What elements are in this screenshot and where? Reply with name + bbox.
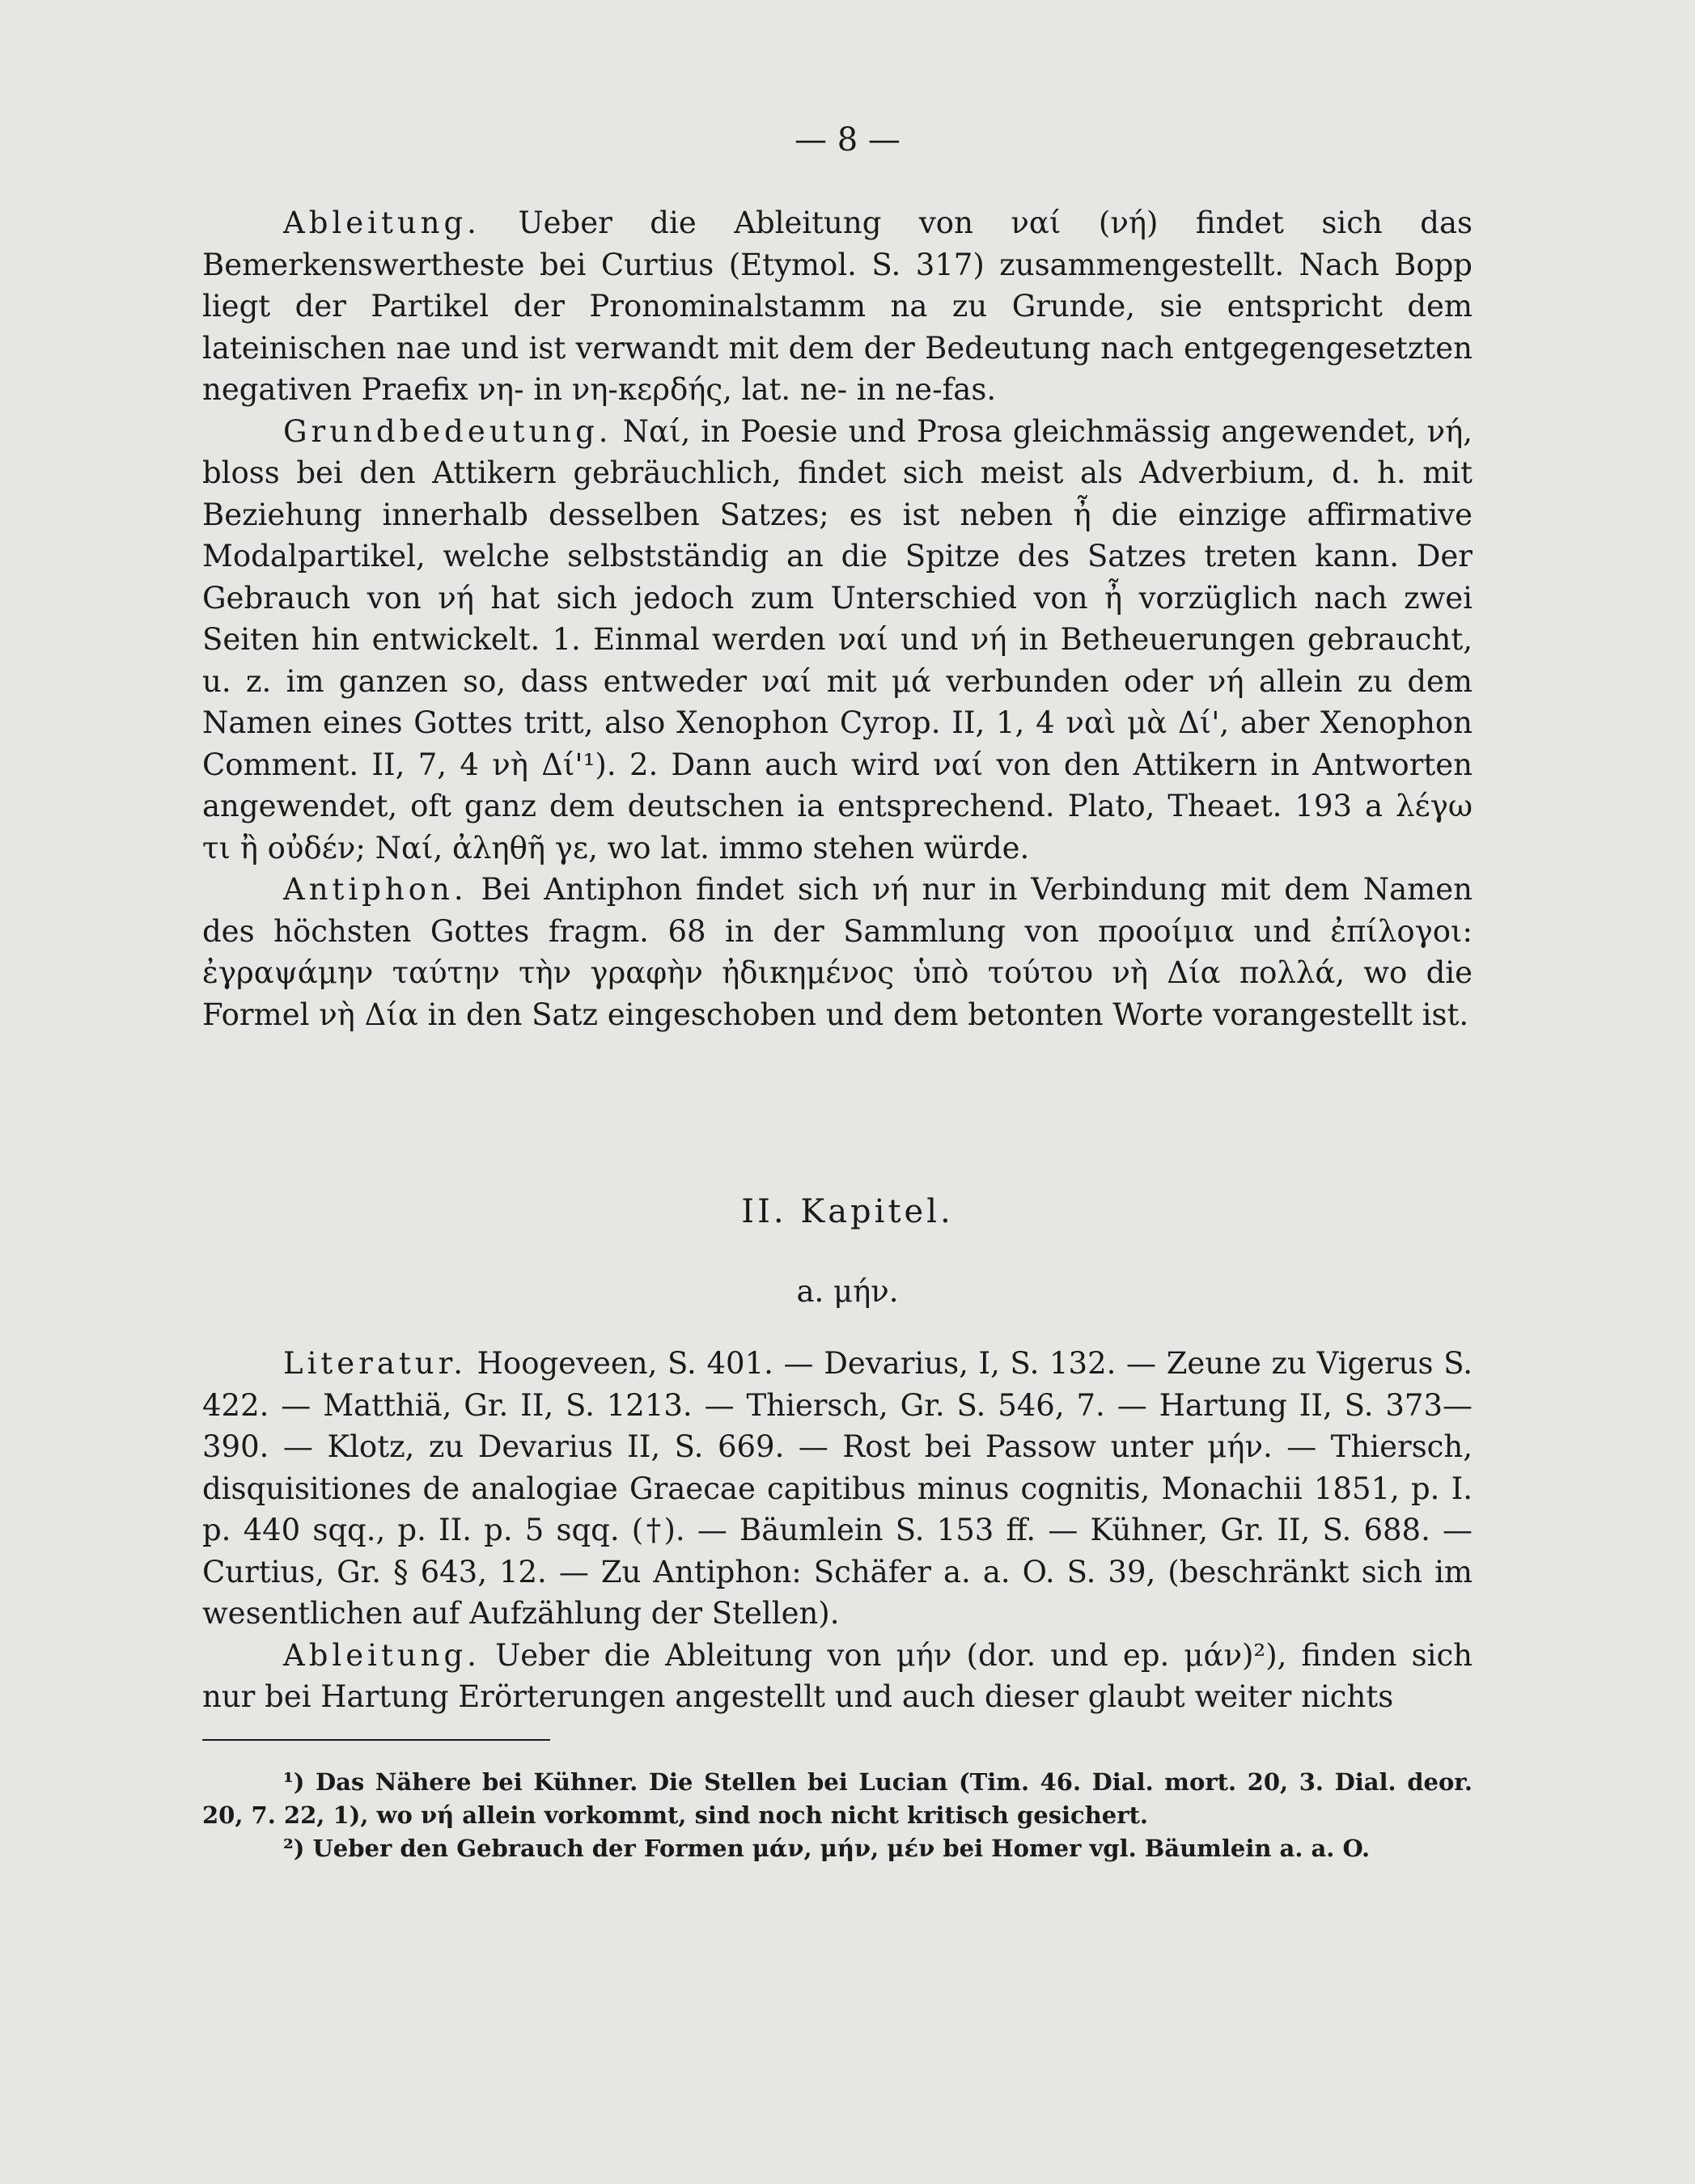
paragraph-text: Bei Antiphon findet sich νή nur in Verbindung mit dem Namen des höchsten Gottes fragm. 68 in der Sammlung von προοίμια und ἐπίλογοι: ἐγραψάμην ταύτην τὴν γραφὴν ἠδικημένος ὑπὸ τούτου νὴ Δία πολλά, wo die Formel νὴ Δία in den Satz eingeschoben und dem betonten Worte vorangestellt ist. (202, 872, 1473, 1032)
footnote-2: ²) Ueber den Gebrauch der Formen μάν, μήν, μέν bei Homer vgl. Bäumlein a. a. O. (283, 1835, 1371, 1862)
section-1 (202, 202, 1473, 1035)
paragraph-text: Ueber die Ableitung von ναί (νή) findet sich das Bemerkenswertheste bei Curtius (Etymol. S. 317) zusammengestellt. Nach Bopp liegt der Partikel der Pronominalstamm na zu Grunde, sie entspricht dem lateinischen nae und ist verwandt mit dem der Bedeutung nach entgegengesetzten negativen Praefix νη- in νη-κερδής, lat. ne- in ne-fas. (202, 205, 1473, 407)
paragraph-head: Literatur. (283, 1346, 467, 1381)
chapter-heading: II. Kapitel. (741, 1193, 954, 1230)
paragraph-text: Ναί, in Poesie und Prosa gleichmässig angewendet, νή, bloss bei den Attikern gebräuchlich, findet sich meist als Adverbium, d. h. mit Beziehung innerhalb desselben Satzes; es ist neben ἦ die einzige affirmative Modalpartikel, welche selbstständig an die Spitze des Satzes treten kann. Der Gebrauch von νή hat sich jedoch zum Unterschied von ἦ vorzüglich nach zwei Seiten hin entwickelt. 1. Einmal werden ναί und νή in Betheuerungen gebraucht, u. z. im ganzen so, dass entweder ναί mit μά verbunden oder νή allein zu dem Namen eines Gottes tritt, also Xenophon Cyrop. II, 1, 4 ναὶ μὰ Δί', aber Xenophon Comment. II, 7, 4 νὴ Δί'¹). 2. Dann auch wird ναί von den Attikern in Antworten angewendet, oft ganz dem deutschen ia entsprechend. Plato, Theaet. 193 a λέγω τι ἢ οὐδέν; Ναί, ἀληθῆ γε, wo lat. immo stehen würde. (202, 413, 1473, 866)
paragraph-antiphon (202, 869, 1473, 1035)
chapter-subheading: a. μήν. (796, 1274, 899, 1309)
page-number: — 8 — (795, 121, 900, 159)
paragraph-head: Antiphon. (283, 872, 468, 907)
paragraph-head: Grundbedeutung. (283, 413, 612, 449)
footnote-rule (202, 1739, 550, 1741)
paragraph-grundbedeutung (202, 411, 1473, 870)
paragraph-text: Hoogeveen, S. 401. — Devarius, I, S. 132. — Zeune zu Vigerus S. 422. — Matthiä, Gr. II, S. 1213. — Thiersch, Gr. S. 546, 7. — Hartung II, S. 373—390. — Klotz, zu Devarius II, S. 669. — Rost bei Passow unter μήν. — Thiersch, disquisitiones de analogiae Graecae capitibus minus cognitis, Monachii 1851, p. I. p. 440 sqq., p. II. p. 5 sqq. (†). — Bäumlein S. 153 ff. — Kühner, Gr. II, S. 688. — Curtius, Gr. § 643, 12. — Zu Antiphon: Schäfer a. a. O. S. 39, (beschränkt sich im wesentlichen auf Aufzählung der Stellen). (202, 1346, 1473, 1631)
paragraph-literatur (202, 1343, 1473, 1635)
paragraph-head: Ableitung. (283, 205, 481, 240)
paragraph-ableitung (202, 202, 1473, 411)
footnotes (202, 1766, 1473, 1865)
section-2 (202, 1343, 1473, 1718)
paragraph-head: Ableitung. (283, 1637, 481, 1673)
paragraph-text: Ueber die Ableitung von μήν (dor. und ep. μάν)²), finden sich nur bei Hartung Erörterungen angestellt und auch dieser glaubt weiter nichts (202, 1637, 1473, 1714)
footnote-1: ¹) Das Nähere bei Kühner. Die Stellen bei Lucian (Tim. 46. Dial. mort. 20, 3. Dial. deor. 20, 7. 22, 1), wo νή allein vorkommt, sind noch nicht kritisch gesichert. (202, 1768, 1473, 1829)
paragraph-ableitung-2 (202, 1635, 1473, 1718)
